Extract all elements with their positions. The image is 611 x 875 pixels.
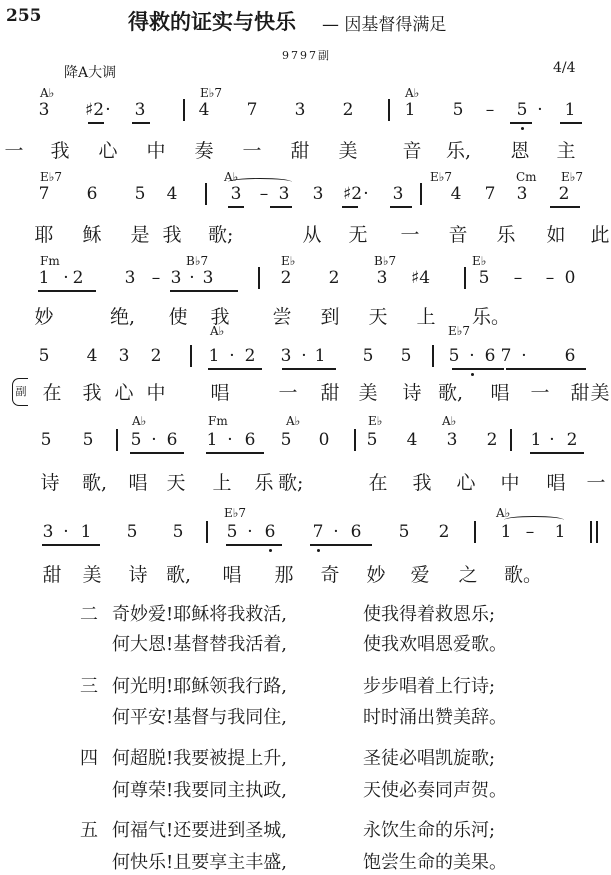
hymn-title: 得救的证实与快乐 xyxy=(128,10,296,34)
lyric-char: 歌; xyxy=(278,472,304,494)
lyric-char: 中 xyxy=(500,472,520,494)
lyric-char: 一 xyxy=(278,382,298,404)
chord-symbol: E♭ xyxy=(281,254,296,268)
jianpu-note: 5 xyxy=(40,430,52,450)
lyric-char: 美 xyxy=(358,382,378,404)
jianpu-note: 5 xyxy=(82,430,94,450)
lyric-char: 无 xyxy=(348,224,368,246)
jianpu-note: 6 xyxy=(86,184,98,204)
time-signature: 4/4 xyxy=(553,60,576,76)
hymn-subtitle: — 因基督得满足 xyxy=(322,15,447,35)
lyric-char: 诗 xyxy=(128,564,148,586)
jianpu-note: 6 xyxy=(484,346,496,366)
lyric-char: 歌, xyxy=(438,382,464,404)
lyric-char: 天 xyxy=(368,306,388,328)
jianpu-note: – xyxy=(545,268,555,288)
lyric-char: 此 xyxy=(590,224,610,246)
jianpu-note: 3 xyxy=(38,100,50,120)
verse-line: 使我得着救恩乐; xyxy=(363,604,496,625)
chord-symbol: Cm xyxy=(516,170,537,184)
jianpu-note: 5 xyxy=(400,346,412,366)
lyric-char: 耶 xyxy=(34,224,54,246)
beam-underline xyxy=(506,368,586,370)
lyric-char: 歌。 xyxy=(504,564,543,586)
jianpu-note: 2 xyxy=(486,430,498,450)
lyric-char: 心 xyxy=(98,140,118,162)
chord-symbol: Fm xyxy=(208,414,228,428)
chord-symbol: E♭7 xyxy=(224,506,247,520)
jianpu-note: 3 xyxy=(170,268,182,288)
jianpu-note: 3 xyxy=(42,522,54,542)
beam-underline xyxy=(170,290,238,292)
beam-underline xyxy=(130,452,184,454)
jianpu-note: · xyxy=(247,522,253,542)
lyric-char: 美 xyxy=(338,140,358,162)
jianpu-note: 3 xyxy=(202,268,214,288)
jianpu-note: 5 xyxy=(38,346,50,366)
jianpu-note: – xyxy=(525,522,535,542)
verse-line: 步步唱着上行诗; xyxy=(363,676,496,697)
jianpu-note: 2 xyxy=(328,268,340,288)
jianpu-note: 1 xyxy=(554,522,566,542)
jianpu-note: 7 xyxy=(484,184,496,204)
lyric-char: 使 xyxy=(168,306,188,328)
jianpu-note: 4 xyxy=(450,184,462,204)
jianpu-note: 4 xyxy=(86,346,98,366)
jianpu-note: 2 xyxy=(244,346,256,366)
lyric-char: 到 xyxy=(320,306,340,328)
jianpu-note: 1 xyxy=(80,522,92,542)
verse-line: 何超脱!我要被提上升, xyxy=(112,748,287,769)
jianpu-note: 6 xyxy=(264,522,276,542)
chord-symbol: E♭7 xyxy=(448,324,471,338)
lyric-char: 上 xyxy=(212,472,232,494)
jianpu-note: 3 xyxy=(124,268,136,288)
bar-line xyxy=(388,99,390,121)
verse-number: 五 xyxy=(80,820,98,841)
lyric-char: 一 xyxy=(530,382,550,404)
lyric-char: 在 xyxy=(42,382,62,404)
lyric-char: 美 xyxy=(82,564,102,586)
lyric-char: 奏 xyxy=(194,140,214,162)
chord-symbol: A♭ xyxy=(442,414,457,428)
bar-line xyxy=(464,267,466,289)
lyric-char: 唱 xyxy=(490,382,510,404)
lyric-char: 如 xyxy=(546,224,566,246)
lyric-char: 一 xyxy=(4,140,24,162)
lyric-char: 尝 xyxy=(272,306,292,328)
jianpu-note: · xyxy=(63,522,69,542)
chord-symbol: A♭ xyxy=(40,86,55,100)
bar-line xyxy=(183,99,185,121)
jianpu-note: 3 xyxy=(446,430,458,450)
chord-symbol: E♭7 xyxy=(40,170,63,184)
jianpu-note: 5 xyxy=(280,430,292,450)
bar-line xyxy=(474,521,476,543)
jianpu-note: 3 xyxy=(134,100,146,120)
bar-line xyxy=(354,429,356,451)
chord-symbol: A♭ xyxy=(132,414,147,428)
lyric-char: 妙 xyxy=(34,306,54,328)
chord-symbol: A♭ xyxy=(286,414,301,428)
bar-line xyxy=(206,521,208,543)
lyric-char: 奇 xyxy=(320,564,340,586)
lyric-char: 甜 xyxy=(320,382,340,404)
bar-line xyxy=(432,345,434,367)
jianpu-note: · xyxy=(227,430,233,450)
lyric-char: 乐 xyxy=(254,472,274,494)
jianpu-note: 2 xyxy=(280,268,292,288)
jianpu-note: 5 xyxy=(126,522,138,542)
lyric-char: 我 xyxy=(50,140,70,162)
lyric-char: 中 xyxy=(146,382,166,404)
lyric-char: 心 xyxy=(114,382,134,404)
jianpu-note: 7 xyxy=(312,522,324,542)
beam-underline xyxy=(310,544,372,546)
lyric-char: 音 xyxy=(448,224,468,246)
beam-underline xyxy=(42,544,100,546)
jianpu-note: 6 xyxy=(564,346,576,366)
lyric-char: 爱 xyxy=(410,564,430,586)
verse-line: 何光明!耶稣领我行路, xyxy=(112,676,287,697)
jianpu-note: 3 xyxy=(280,346,292,366)
tie-arc xyxy=(228,178,292,186)
jianpu-note: ♯4 xyxy=(411,268,431,288)
beam-underline xyxy=(342,206,358,208)
jianpu-note: 2 xyxy=(566,430,578,450)
beam-underline xyxy=(206,452,264,454)
jianpu-note: 2 xyxy=(72,268,84,288)
jianpu-note: · xyxy=(469,346,475,366)
lyric-char: 我 xyxy=(82,382,102,404)
jianpu-note: 1 xyxy=(208,346,220,366)
lyric-char: 甜 xyxy=(290,140,310,162)
beam-underline xyxy=(452,368,504,370)
jianpu-note: 1 xyxy=(206,430,218,450)
verse-line: 何平安!基督与我同住, xyxy=(112,707,287,728)
lyric-char: 唱 xyxy=(222,564,242,586)
jianpu-note: 6 xyxy=(244,430,256,450)
jianpu-note: 5 xyxy=(398,522,410,542)
lyric-char: 诗 xyxy=(402,382,422,404)
lyric-char: 一 xyxy=(400,224,420,246)
beam-underline xyxy=(132,122,150,124)
jianpu-note: 5 xyxy=(172,522,184,542)
lyric-char: 歌, xyxy=(166,564,192,586)
chord-symbol: E♭7 xyxy=(430,170,453,184)
jianpu-note: – xyxy=(485,100,495,120)
jianpu-note: 5 xyxy=(366,430,378,450)
jianpu-note: 3 xyxy=(392,184,404,204)
bar-line xyxy=(596,521,598,543)
chord-symbol: E♭ xyxy=(472,254,487,268)
lyric-char: 恩 xyxy=(510,140,530,162)
jianpu-note: 1 xyxy=(314,346,326,366)
lyric-char: 上 xyxy=(416,306,436,328)
jianpu-note: · xyxy=(521,346,527,366)
lyric-char: 我 xyxy=(412,472,432,494)
jianpu-note: 3 xyxy=(312,184,324,204)
jianpu-note: 4 xyxy=(166,184,178,204)
bar-line xyxy=(420,183,422,205)
lyric-char: 乐。 xyxy=(472,306,511,328)
jianpu-note: 3 xyxy=(376,268,388,288)
lyric-char: 主 xyxy=(556,140,576,162)
verse-line: 时时涌出赞美辞。 xyxy=(363,707,507,728)
jianpu-note: 2 xyxy=(558,184,570,204)
lyric-char: 那 xyxy=(274,564,294,586)
lyric-char: 甜 xyxy=(42,564,62,586)
jianpu-note: · xyxy=(189,268,195,288)
jianpu-note: · xyxy=(301,346,307,366)
chord-symbol: B♭7 xyxy=(186,254,209,268)
lyric-char: 我 xyxy=(162,224,182,246)
verse-line: 饱尝生命的美果。 xyxy=(363,852,507,873)
jianpu-note: 7 xyxy=(500,346,512,366)
jianpu-note: – xyxy=(151,268,161,288)
lyric-char: 是 xyxy=(130,224,150,246)
beam-underline xyxy=(550,206,580,208)
bar-line xyxy=(510,429,512,451)
octave-dot xyxy=(317,549,320,552)
jianpu-note: 3 xyxy=(294,100,306,120)
bar-line xyxy=(205,183,207,205)
chord-symbol: B♭7 xyxy=(374,254,397,268)
verse-line: 圣徒必唱凯旋歌; xyxy=(363,748,496,769)
verse-line: 何快乐!且要享主丰盛, xyxy=(112,852,287,873)
lyric-char: 从 xyxy=(302,224,322,246)
verse-line: 何大恩!基督替我活着, xyxy=(112,634,287,655)
beam-underline xyxy=(282,368,336,370)
jianpu-note: 2 xyxy=(150,346,162,366)
jianpu-note: 3 xyxy=(278,184,290,204)
jianpu-note: 2 xyxy=(438,522,450,542)
verse-line: 何尊荣!我要同主执政, xyxy=(112,780,287,801)
jianpu-note: 1 xyxy=(530,430,542,450)
chord-symbol: E♭ xyxy=(368,414,383,428)
jianpu-note: 3 xyxy=(230,184,242,204)
verse-line: 奇妙爱!耶稣将我救活, xyxy=(112,604,287,625)
octave-dot xyxy=(521,127,524,130)
jianpu-note: 2 xyxy=(342,100,354,120)
jianpu-note: 5 xyxy=(516,100,528,120)
jianpu-note: 4 xyxy=(406,430,418,450)
jianpu-note: 5 xyxy=(452,100,464,120)
verse-line: 使我欢唱恩爱歌。 xyxy=(363,634,507,655)
beam-underline xyxy=(530,452,584,454)
jianpu-note: · xyxy=(63,268,69,288)
lyric-char: 绝, xyxy=(110,306,136,328)
jianpu-note: · xyxy=(333,522,339,542)
beam-underline xyxy=(208,368,262,370)
octave-dot xyxy=(471,373,474,376)
lyric-char: 中 xyxy=(146,140,166,162)
jianpu-note: · xyxy=(151,430,157,450)
chord-symbol: A♭ xyxy=(210,324,225,338)
jianpu-note: 0 xyxy=(564,268,576,288)
bar-line xyxy=(116,429,118,451)
jianpu-note: 1 xyxy=(564,100,576,120)
jianpu-note: – xyxy=(259,184,269,204)
verse-number: 四 xyxy=(80,748,98,769)
verse-number: 二 xyxy=(80,604,98,625)
jianpu-note: 7 xyxy=(38,184,50,204)
lyric-char: 诗 xyxy=(40,472,60,494)
lyric-char: 美 xyxy=(590,382,610,404)
verse-line: 何福气!还要进到圣城, xyxy=(112,820,287,841)
jianpu-note: 6 xyxy=(350,522,362,542)
octave-dot xyxy=(269,549,272,552)
lyric-char: 稣 xyxy=(82,224,102,246)
tie-arc xyxy=(504,516,564,524)
lyric-char: 唱 xyxy=(128,472,148,494)
lyric-char: 歌, xyxy=(82,472,108,494)
jianpu-note: 1 xyxy=(500,522,512,542)
refrain-mark: 副 xyxy=(12,378,28,406)
chord-symbol: A♭ xyxy=(224,170,239,184)
jianpu-note: ♯2 xyxy=(343,184,363,204)
lyric-char: 之 xyxy=(458,564,478,586)
beam-underline xyxy=(228,206,244,208)
lyric-char: 唱 xyxy=(546,472,566,494)
beam-underline xyxy=(226,544,282,546)
lyric-char: 我 xyxy=(210,306,230,328)
chord-symbol: A♭ xyxy=(496,506,511,520)
jianpu-note: · xyxy=(229,346,235,366)
lyric-char: 一 xyxy=(586,472,606,494)
lyric-char: 甜 xyxy=(570,382,590,404)
lyric-char: 歌; xyxy=(208,224,234,246)
chord-symbol: E♭7 xyxy=(200,86,223,100)
jianpu-note: 5 xyxy=(134,184,146,204)
jianpu-note: · xyxy=(363,184,369,204)
jianpu-note: 5 xyxy=(130,430,142,450)
beam-underline xyxy=(560,122,582,124)
lyric-char: 天 xyxy=(166,472,186,494)
lyric-char: 唱 xyxy=(210,382,230,404)
jianpu-note: · xyxy=(549,430,555,450)
jianpu-note: 4 xyxy=(198,100,210,120)
verse-number: 三 xyxy=(80,676,98,697)
bar-line xyxy=(590,521,592,543)
bar-line xyxy=(190,345,192,367)
lyric-char: 音 xyxy=(402,140,422,162)
jianpu-note: · xyxy=(105,100,111,120)
beam-underline xyxy=(390,206,412,208)
lyric-char: 乐 xyxy=(496,224,516,246)
chord-symbol: A♭ xyxy=(405,86,420,100)
chord-symbol: E♭7 xyxy=(561,170,584,184)
lyric-char: 在 xyxy=(368,472,388,494)
jianpu-note: 1 xyxy=(38,268,50,288)
jianpu-note: 5 xyxy=(362,346,374,366)
beam-underline xyxy=(38,290,96,292)
jianpu-note: 6 xyxy=(166,430,178,450)
lyric-char: 妙 xyxy=(366,564,386,586)
jianpu-note: 5 xyxy=(226,522,238,542)
hymn-number: 255 xyxy=(6,6,42,26)
jianpu-note: – xyxy=(513,268,523,288)
chord-symbol: Fm xyxy=(40,254,60,268)
lyric-char: 心 xyxy=(456,472,476,494)
verse-line: 天使必奏同声贺。 xyxy=(363,780,507,801)
jianpu-note: 3 xyxy=(516,184,528,204)
key-signature: 降A大调 xyxy=(64,65,117,81)
lyric-char: 乐, xyxy=(446,140,472,162)
beam-underline xyxy=(88,122,104,124)
beam-underline xyxy=(510,122,532,124)
lyric-char: 一 xyxy=(242,140,262,162)
jianpu-note: 1 xyxy=(404,100,416,120)
jianpu-note: 5 xyxy=(478,268,490,288)
beam-underline xyxy=(270,206,292,208)
bar-line xyxy=(258,267,260,289)
jianpu-note: · xyxy=(537,100,543,120)
verse-line: 永饮生命的乐河; xyxy=(363,820,496,841)
jianpu-note: ♯2 xyxy=(85,100,105,120)
jianpu-note: 7 xyxy=(246,100,258,120)
meter: 9797副 xyxy=(282,49,331,62)
jianpu-note: 3 xyxy=(118,346,130,366)
jianpu-note: 0 xyxy=(318,430,330,450)
jianpu-note: 5 xyxy=(448,346,460,366)
